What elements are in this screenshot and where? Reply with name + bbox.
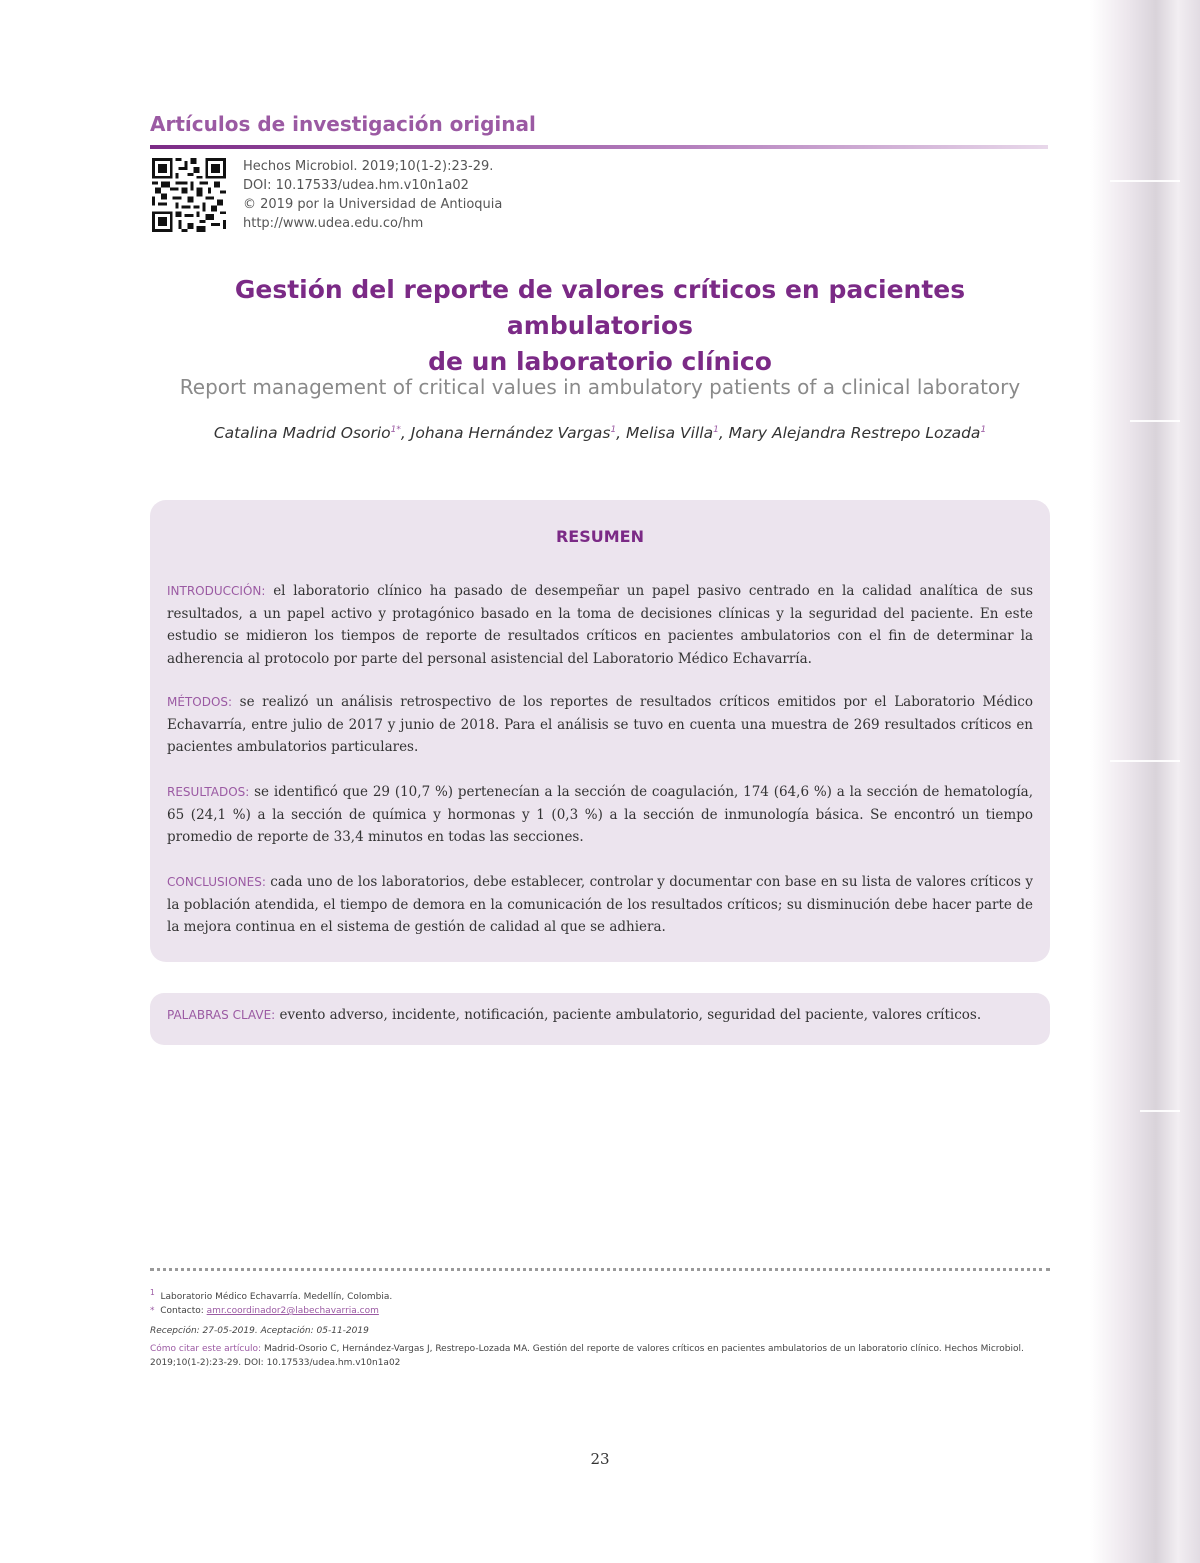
article-title: [150, 272, 1050, 380]
abstract-introduction-label: INTRODUCCIÓN:: [167, 584, 266, 598]
article-title-line1: Gestión del reporte de valores críticos en pacientes ambulatorios: [234, 275, 966, 340]
footnote-contact-mark: *: [150, 1306, 155, 1316]
footnote-contact: [150, 1306, 1050, 1316]
citation-journal: Hechos Microbiol. 2019;10(1-2):23-29.: [243, 159, 494, 174]
author-name: Catalina Madrid Osorio: [213, 424, 391, 442]
author-list: [150, 424, 1050, 442]
abstract-box: [150, 500, 1050, 962]
footnote-citation-label: Cómo citar este artículo:: [150, 1344, 262, 1354]
author-name: Melisa Villa: [626, 424, 714, 442]
section-label: Artículos de investigación original: [150, 112, 536, 136]
abstract-conclusions-label: CONCLUSIONES:: [167, 875, 266, 889]
author-affiliation-mark: 1*: [390, 424, 401, 435]
abstract-heading: RESUMEN: [555, 527, 644, 546]
footnote-affiliation-mark: 1: [150, 1288, 155, 1297]
abstract-results-label: RESULTADOS:: [167, 785, 250, 799]
citation-block: [243, 157, 502, 233]
footnote-divider: [150, 1268, 1050, 1271]
keywords-text: evento adverso, incidente, notificación, paciente ambulatorio, seguridad del paciente, valores críticos.: [275, 1007, 982, 1023]
keywords-label: PALABRAS CLAVE:: [167, 1008, 276, 1022]
author-affiliation-mark: 1: [713, 424, 719, 435]
footnote-contact-label: Contacto:: [160, 1306, 207, 1316]
article-subtitle: Report management of critical values in ambulatory patients of a clinical laboratory: [179, 375, 1021, 399]
keywords: [167, 1007, 1033, 1023]
contact-email-link[interactable]: amr.coordinador2@labechavarria.com: [206, 1306, 379, 1316]
abstract-conclusions-text: cada uno de los laboratorios, debe establecer, controlar y documentar con base en su lista de valores críticos y la población atendida, el tiempo de demora en la comunicación de los resultados críticos; su disminución debe hacer parte de la mejora continua en el sistema de gestión de calidad al que se adhiera.: [167, 874, 1033, 935]
footnote-dates: Recepción: 27-05-2019. Aceptación: 05-11-2019: [150, 1326, 369, 1336]
author-separator: ,: [718, 424, 729, 442]
author-affiliation-mark: 1: [980, 424, 987, 435]
keywords-box: [150, 993, 1050, 1045]
footnote-citation-line1: Madrid-Osorio C, Hernández-Vargas J, Restrepo-Lozada MA. Gestión del reporte de valores críticos en pacientes ambulatorios de un laboratorio clínico. Hechos Microbiol.: [261, 1344, 1024, 1354]
footnote-affiliation: [150, 1288, 1050, 1302]
author-name: Mary Alejandra Restrepo Lozada: [728, 424, 981, 442]
citation-url[interactable]: http://www.udea.edu.co/hm: [243, 216, 424, 231]
footnote-citation-continued: 2019;10(1-2):23-29. DOI: 10.17533/udea.hm.v10n1a02: [150, 1358, 401, 1368]
article-title-line2: de un laboratorio clínico: [428, 347, 772, 376]
abstract-introduction-text: el laboratorio clínico ha pasado de desempeñar un papel pasivo centrado en la calidad analítica de sus resultados, a un papel activo y protagónico basado en la toma de decisiones clínicas y la seguridad del paciente. En este estudio se midieron los tiempos de reporte de resultados críticos en pacientes ambulatorios con el fin de determinar la adherencia al protocolo por parte del personal asistencial del Laboratorio Médico Echavarría.: [167, 583, 1033, 667]
qr-code-icon: [152, 158, 226, 232]
author-separator: ,: [400, 424, 411, 442]
footnote-citation: [150, 1344, 1050, 1354]
abstract-methods-text: se realizó un análisis retrospectivo de los reportes de resultados críticos emitidos por el Laboratorio Médico Echavarría, entre julio de 2017 y junio de 2018. Para el análisis se tuvo en cuenta una muestra de 269 resultados críticos en pacientes ambulatorios particulares.: [167, 694, 1033, 755]
footnote-affiliation-text: Laboratorio Médico Echavarría. Medellín, Colombia.: [160, 1292, 393, 1302]
citation-copyright: © 2019 por la Universidad de Antioquia: [243, 197, 503, 212]
abstract-introduction: [167, 580, 1033, 670]
author-affiliation-mark: 1: [610, 424, 617, 435]
citation-doi: DOI: 10.17533/udea.hm.v10n1a02: [243, 178, 469, 193]
author-separator: ,: [616, 424, 627, 442]
abstract-conclusions: [167, 871, 1033, 939]
abstract-results-text: se identificó que 29 (10,7 %) pertenecían a la sección de coagulación, 174 (64,6 %) a la sección de hematología, 65 (24,1 %) a la sección de química y hormonas y 1 (0,3 %) a la sección de inmunología básica. Se encontró un tiempo promedio de reporte de 33,4 minutos en todas las secciones.: [167, 784, 1033, 845]
section-divider: [150, 145, 1048, 149]
page-number: 23: [590, 1450, 610, 1468]
abstract-results: [167, 781, 1033, 849]
abstract-methods-label: MÉTODOS:: [167, 695, 233, 709]
decorative-side-band: [1090, 0, 1200, 1563]
abstract-methods: [167, 691, 1033, 759]
author-name: Johana Hernández Vargas: [410, 424, 611, 442]
